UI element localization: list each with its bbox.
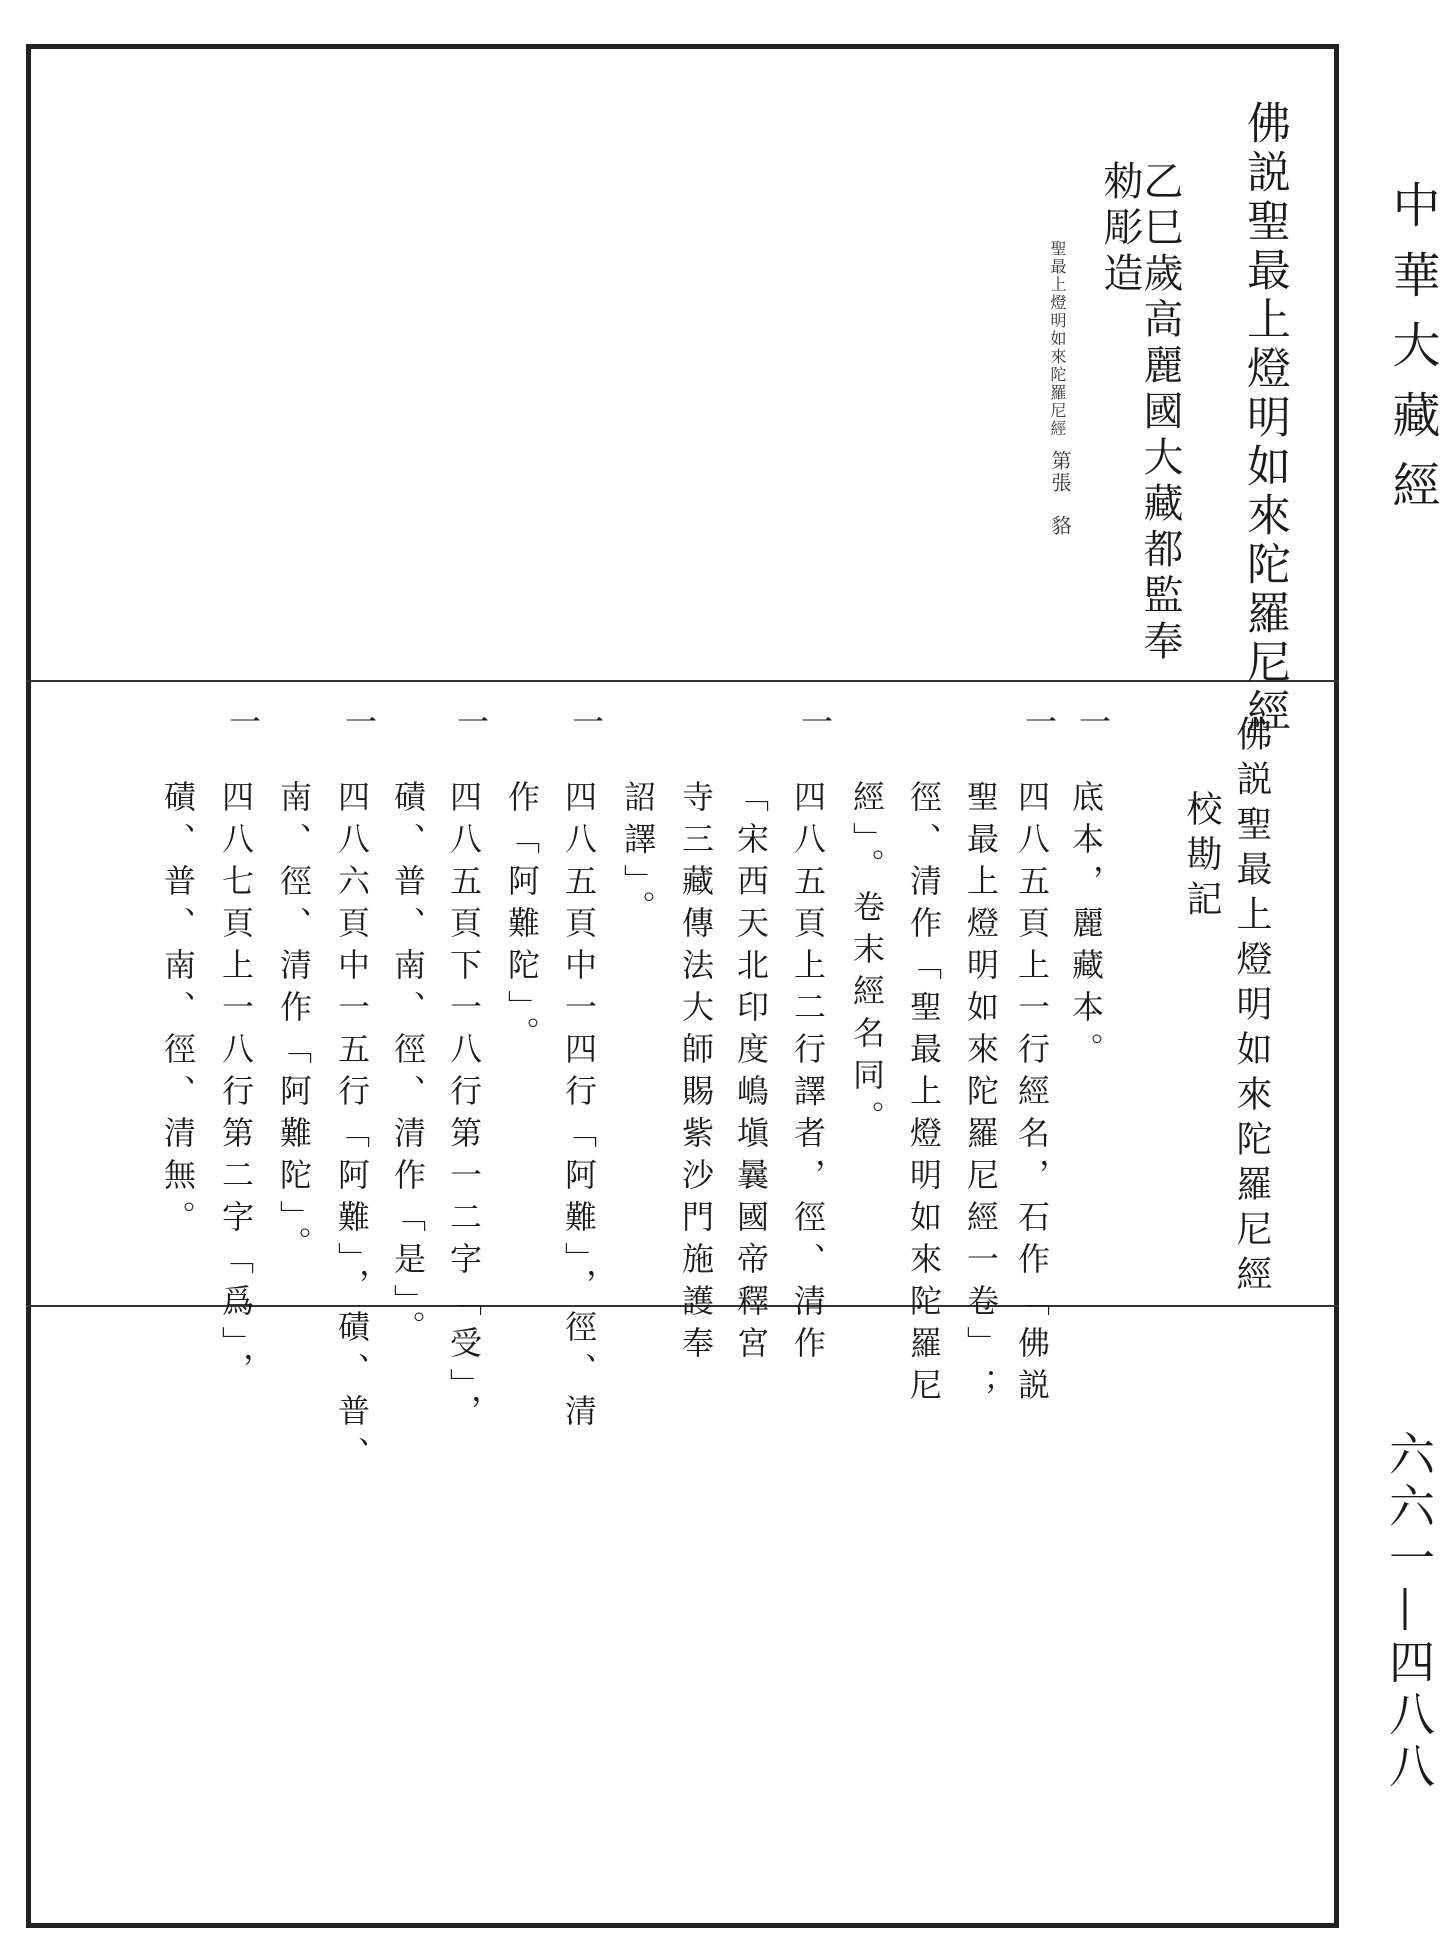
note-line: 徑、清作「聖最上燈明如來陀羅尼: [905, 780, 943, 1410]
note-line: 詔譯」。: [619, 780, 657, 932]
edition-line: 乙巳歲高麗國大藏都監奉: [1137, 160, 1183, 666]
note-line: 磧、普、南、徑、清作「是」。: [389, 780, 427, 1352]
note-dash: 一: [340, 705, 378, 737]
note-line: 四八五頁下一八行第一二字「受」，: [445, 780, 483, 1436]
note-line: 四八五頁中一四行「阿難」，徑、清: [560, 780, 598, 1436]
divider-top: [26, 680, 1339, 682]
sutra-title: 佛説聖最上燈明如來陀羅尼經: [1239, 100, 1290, 737]
note-line: 經」。卷末經名同。: [848, 780, 886, 1142]
sidebar-title: 中華大藏經: [1384, 180, 1440, 530]
page-number: 六六一—四八八: [1382, 1430, 1436, 1794]
volume-label: 第張: [1048, 450, 1072, 494]
note-line: 底本，麗藏本。: [1067, 780, 1105, 1074]
char-mark: 貉: [1048, 515, 1072, 537]
note-line: 四八五頁上一行經名，石作「佛説: [1013, 780, 1051, 1410]
note-dash: 一: [452, 705, 490, 737]
note-dash: 一: [1074, 705, 1112, 737]
collation-subtitle: 校勘記: [1181, 790, 1222, 925]
note-dash: 一: [1020, 705, 1058, 737]
note-line: 四八七頁上一八行第二字「爲」，: [217, 780, 255, 1394]
note-line: 「宋西天北印度嶋塡曩國帝釋宮: [732, 780, 770, 1368]
small-note: 聖最上燈明如來陀羅尼經: [1048, 240, 1067, 438]
note-line: 磧、普、南、徑、清無。: [159, 780, 197, 1242]
edition-line-2: 勑彫造: [1097, 160, 1143, 298]
note-line: 四八五頁上二行譯者，徑、清作: [789, 780, 827, 1368]
note-line: 四八六頁中一五行「阿難」，磧、普、: [333, 780, 371, 1478]
note-dash: 一: [567, 705, 605, 737]
note-dash: 一: [796, 705, 834, 737]
note-line: 寺三藏傳法大師賜紫沙門施護奉: [677, 780, 715, 1368]
collation-title: 佛説聖最上燈明如來陀羅尼經: [1231, 715, 1272, 1300]
note-line: 聖最上燈明如來陀羅尼經一卷」；: [962, 780, 1000, 1410]
note-dash: 一: [224, 705, 262, 737]
note-line: 作「阿難陀」。: [503, 780, 541, 1058]
note-line: 南、徑、清作「阿難陀」。: [275, 780, 313, 1268]
